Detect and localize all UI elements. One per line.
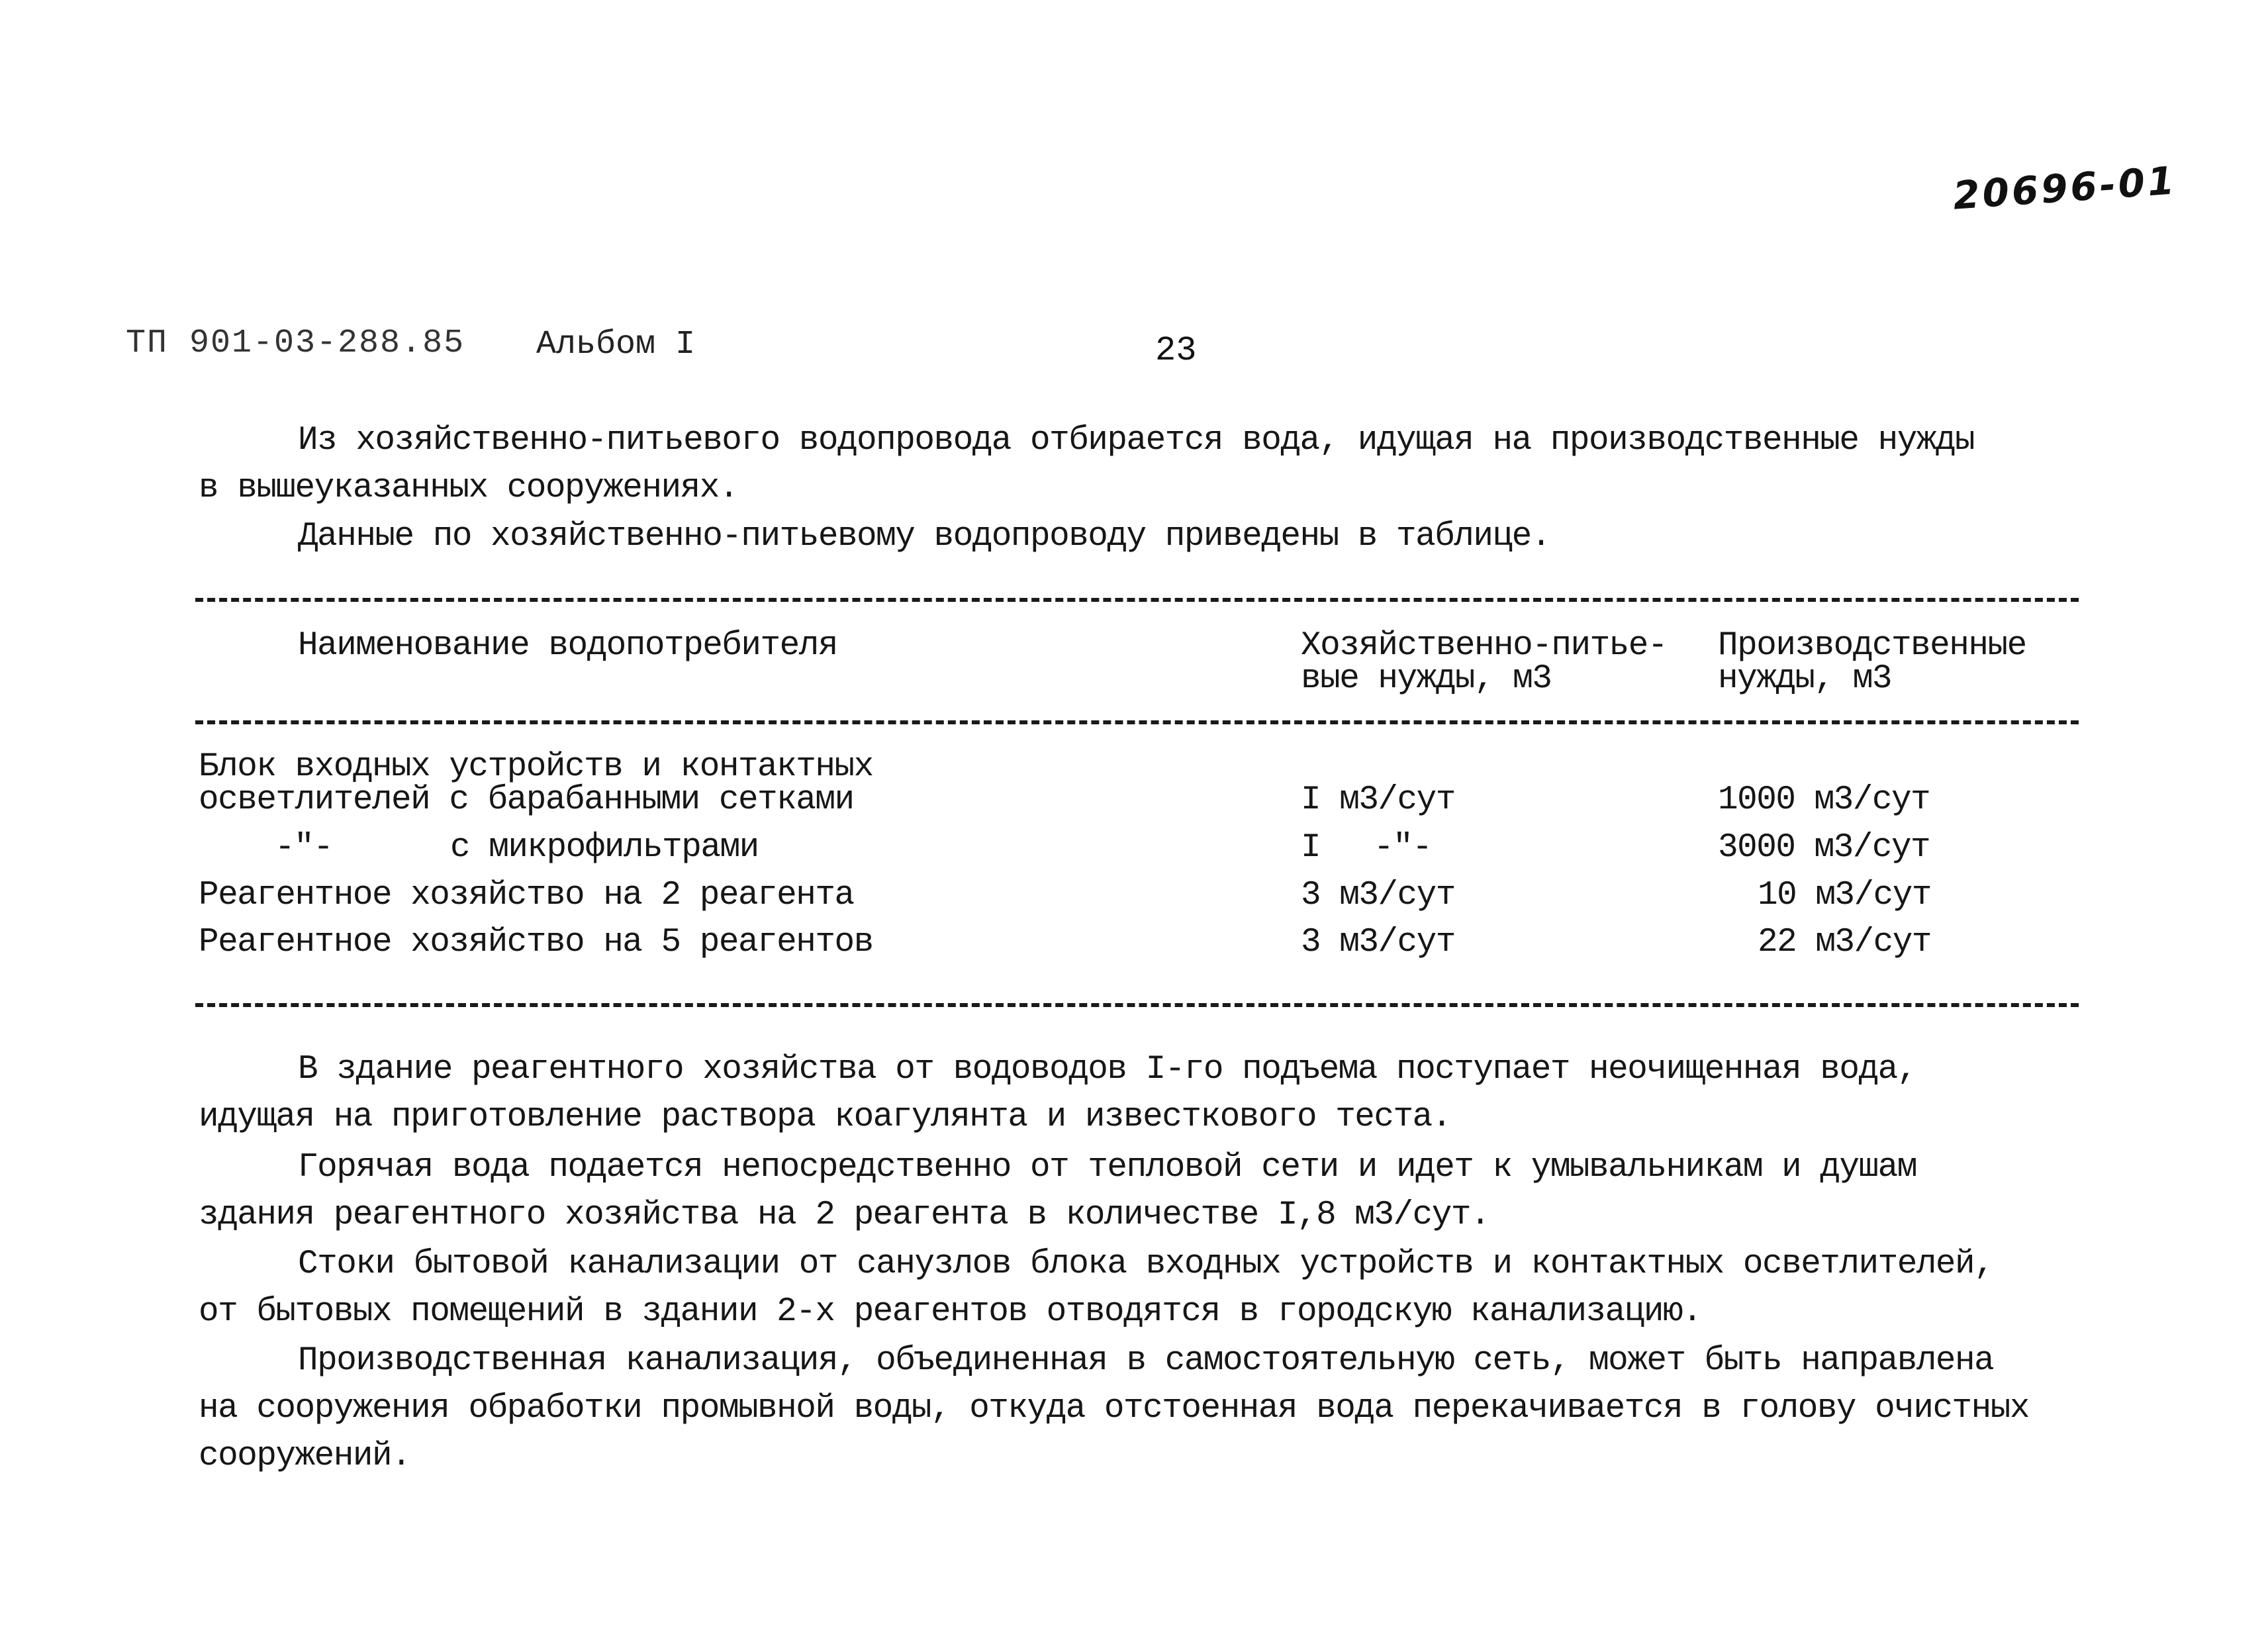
- row4-household: 3 м3/сут: [1301, 924, 1455, 961]
- row1-household: I м3/сут: [1301, 781, 1455, 819]
- body-p6-line1: Производственная канализация, объединенная в самостоятельную сеть, может быть направлена: [298, 1342, 1994, 1380]
- table-top-rule: [195, 598, 2079, 602]
- row3-household: 3 м3/сут: [1301, 877, 1455, 914]
- row1-name-line1: Блок входных устройств и контактных: [199, 748, 873, 786]
- body-paragraph-5: [199, 1241, 1993, 1336]
- row2-name-ditto: -"-: [275, 829, 333, 867]
- header-industrial-line1: Производственные: [1718, 627, 2026, 665]
- header-name: Наименование водопотребителя: [298, 627, 837, 665]
- page-number: 23: [1155, 331, 1197, 370]
- body-paragraph-3: [199, 1046, 1916, 1141]
- row2-name: с микрофильтрами: [450, 829, 759, 867]
- row3-industrial: 10 м3/сут: [1758, 877, 1931, 914]
- row3-name: Реагентное хозяйство на 2 реагента: [199, 877, 854, 914]
- body-p3-line1: В здание реагентного хозяйства от водоводов I-го подъема поступает неочищенная вода,: [298, 1051, 1916, 1088]
- body-p5-line1: Стоки бытовой канализации от санузлов блока входных устройств и контактных осветлителей,: [298, 1245, 1994, 1283]
- header-industrial-line2: нужды, м3: [1718, 660, 1891, 698]
- row1-name-line2: осветлителей с барабанными сетками: [199, 781, 854, 819]
- document-code: ТП 901-03-288.85: [126, 324, 465, 362]
- intro-paragraph-2: Данные по хозяйственно-питьевому водопроводу приведены в таблице.: [298, 518, 1550, 555]
- table-header-rule: [195, 720, 2079, 724]
- header-household-line2: вые нужды, м3: [1301, 660, 1552, 698]
- body-p5-line2: от бытовых помещений в здании 2-х реагентов отводятся в городскую канализацию.: [199, 1293, 1702, 1331]
- row1-industrial: 1000 м3/сут: [1718, 781, 1930, 819]
- row2-household-ditto: -"-: [1374, 829, 1432, 867]
- intro-paragraph-1: [199, 417, 1974, 512]
- body-p4-line1: Горячая вода подается непосредственно от тепловой сети и идет к умывальникам и душам: [298, 1149, 1916, 1186]
- row2-household-value: I: [1301, 829, 1321, 867]
- body-p3-line2: идущая на приготовление раствора коагулянта и известкового теста.: [199, 1098, 1451, 1136]
- body-p6-line2: на сооружения обработки промывной воды, откуда отстоенная вода перекачивается в голову очистных: [199, 1390, 2029, 1427]
- intro-p1-line2: в вышеуказанных сооружениях.: [199, 469, 738, 507]
- body-paragraph-6: [199, 1337, 2029, 1480]
- header-household-line1: Хозяйственно-питье-: [1301, 627, 1667, 665]
- table-bottom-rule: [195, 1003, 2079, 1007]
- body-paragraph-4: [199, 1144, 1916, 1239]
- handwritten-stamp: 20696-01: [1952, 158, 2179, 218]
- body-p6-line3: сооружений.: [199, 1437, 411, 1475]
- row2-industrial: 3000 м3/сут: [1718, 829, 1930, 867]
- body-p4-line2: здания реагентного хозяйства на 2 реагента в количестве I,8 м3/сут.: [199, 1196, 1490, 1234]
- row4-name: Реагентное хозяйство на 5 реагентов: [199, 924, 873, 961]
- row4-industrial: 22 м3/сут: [1758, 924, 1931, 961]
- album-label: Альбом I: [536, 326, 696, 363]
- intro-p1-line1: Из хозяйственно-питьевого водопровода отбирается вода, идущая на производственные нужды: [298, 422, 1975, 459]
